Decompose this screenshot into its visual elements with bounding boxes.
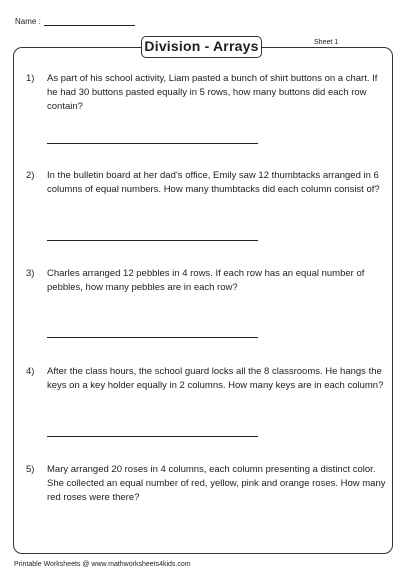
problem-number: 2) [26,170,35,181]
footer-text: Printable Worksheets @ www.mathworksheets4kids.com [14,561,191,568]
problem-text: In the bulletin board at her dad’s office, Emily saw 12 thumbtacks arranged in 6 columns of equal numbers. How many thumbtacks did each column consist of? [47,170,380,195]
problem-text: Mary arranged 20 roses in 4 columns, each column presenting a distinct color. She collected an equal number of red, yellow, pink and orange roses. How many red roses were there? [47,464,386,503]
name-field [15,17,135,26]
name-label: Name : [15,17,41,26]
problem-1 [26,72,386,114]
problem-number: 4) [26,366,35,377]
problem-number: 5) [26,464,35,475]
answer-line-2[interactable] [47,240,258,241]
problem-4 [26,365,386,393]
answer-line-3[interactable] [47,337,258,338]
name-input-line[interactable] [44,17,135,26]
problem-text: After the class hours, the school guard locks all the 8 classrooms. He hangs the keys on a key holder equally in 2 columns. How many keys are in each column? [47,366,384,391]
worksheet-title: Division - Arrays [141,36,262,58]
answer-line-4[interactable] [47,436,258,437]
problem-text: As part of his school activity, Liam pasted a bunch of shirt buttons on a chart. If he had 30 buttons pasted equally in 5 rows, how many buttons did each row contain? [47,73,378,112]
problem-5 [26,463,386,505]
problem-2 [26,169,386,197]
answer-line-1[interactable] [47,143,258,144]
problem-3 [26,267,386,295]
problem-number: 3) [26,268,35,279]
problem-number: 1) [26,73,35,84]
sheet-label: Sheet 1 [314,39,339,46]
problem-text: Charles arranged 12 pebbles in 4 rows. If each row has an equal number of pebbles, how many pebbles are in each row? [47,268,365,293]
